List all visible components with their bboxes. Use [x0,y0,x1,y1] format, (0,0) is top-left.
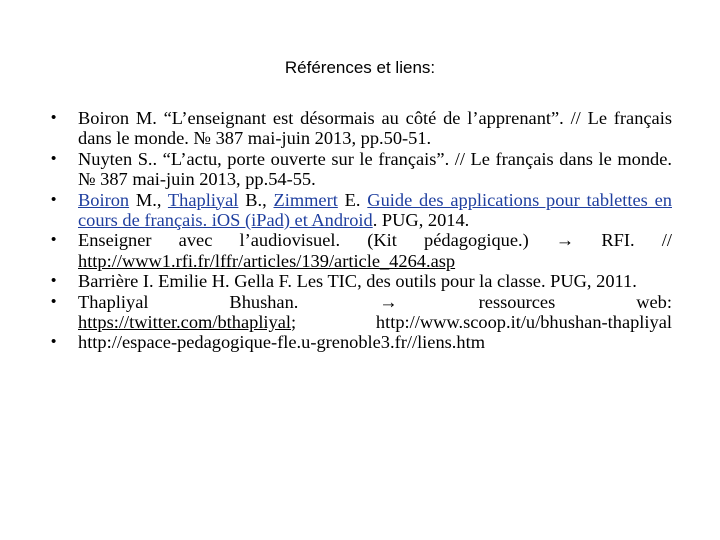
author-link-thapliyal[interactable]: Thapliyal [167,189,239,210]
reference-line [78,312,672,332]
reference-item [48,230,672,271]
reference-list [48,108,672,353]
reference-text: Boiron M. “L’enseignant est désormais au côté de l’apprenant”. // Le français dans le monde. № 387 mai-juin 2013, pp.50-51. [78,108,672,149]
reference-item [48,292,672,333]
bullet-icon: • [51,231,57,249]
bullet-icon: • [51,272,57,290]
reference-item [48,190,672,231]
reference-text: Enseigner avec l’audiovisuel. (Kit pédagogique.) → RFI. // [78,230,672,251]
reference-text: M., [129,189,168,210]
reference-item [48,271,672,291]
reference-text: Barrière I. Emilie H. Gella F. Les TIC, des outils pour la classe. PUG, 2011. [78,271,637,292]
reference-word: web: [636,291,672,312]
bullet-icon: • [51,190,57,208]
rfi-link[interactable]: http://www1.rfi.fr/lffr/articles/139/article_4264.asp [78,250,456,271]
reference-text: B., [238,189,274,210]
scoop-link: http://www.scoop.it/u/bhushan-thapliyal [375,312,672,333]
reference-item [48,149,672,190]
reference-line [78,292,672,312]
reference-word: Bhushan. [229,291,299,312]
reference-item [48,332,672,352]
author-link-boiron[interactable]: Boiron [78,189,130,210]
separator: ; [291,312,297,333]
reference-word: ressources [478,291,556,312]
reference-word: Thapliyal [78,291,149,312]
reference-text: Nuyten S.. “L’actu, porte ouverte sur le français”. // Le français dans le monde. № 387 mai-juin 2013, pp.54-55. [78,148,672,190]
arrow-icon: → [379,291,398,312]
slide-title: Références et liens: [284,58,436,77]
author-link-zimmert[interactable]: Zimmert [273,189,338,210]
reference-text: http://espace-pedagogique-fle.u-grenoble3.fr//liens.htm [78,332,486,353]
twitter-link[interactable]: https://twitter.com/bthapliyal [78,312,292,333]
bullet-icon: • [51,292,57,310]
reference-item [48,108,672,149]
guide-link[interactable]: Guide des applications pour tablettes en cours de français. iOS (iPad) et Android [78,189,672,231]
bullet-icon: • [51,149,57,167]
reference-text: E. [337,189,368,210]
bullet-icon: • [51,333,57,351]
reference-text: . PUG, 2014. [372,210,470,231]
bullet-icon: • [51,109,57,126]
